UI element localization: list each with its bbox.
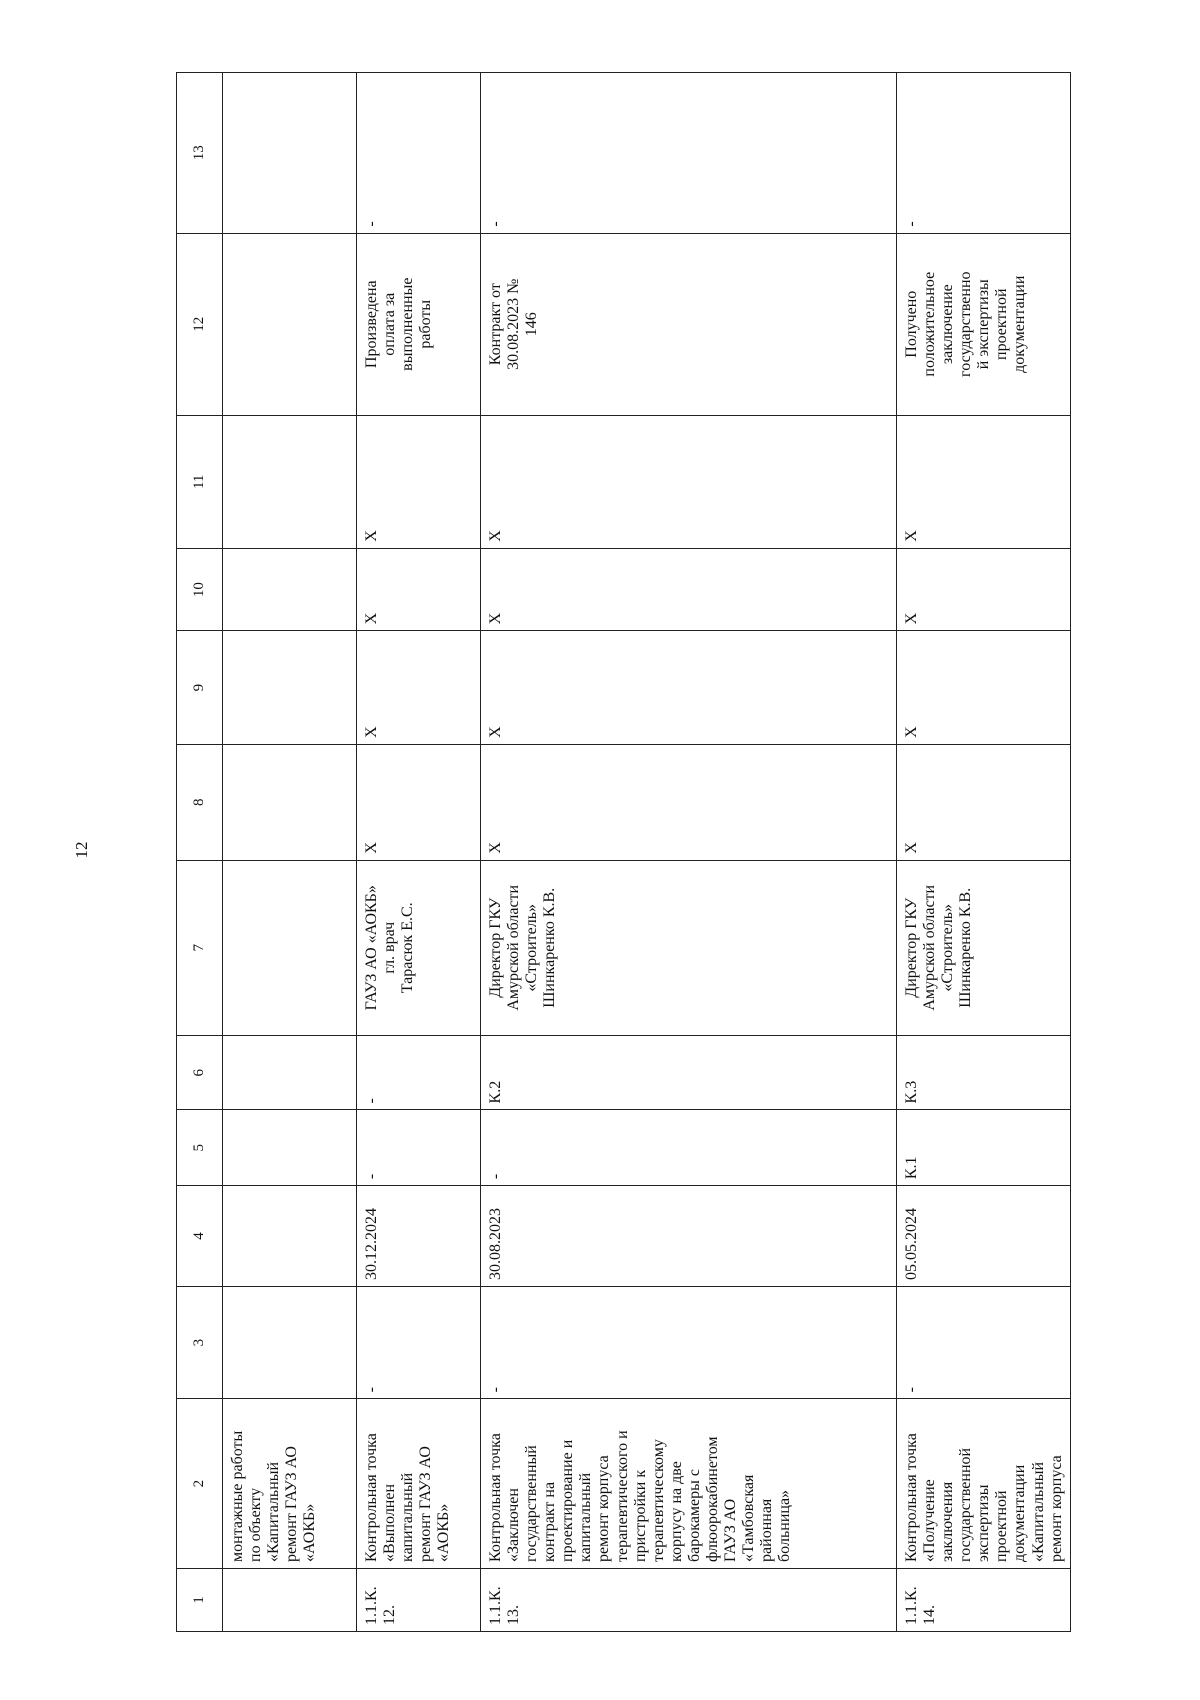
table-cell: Х xyxy=(357,631,481,744)
table-cell: Х xyxy=(897,744,1071,860)
header-cell: 2 xyxy=(177,1399,223,1569)
table-cell: - xyxy=(481,1286,897,1398)
table-cell: Х xyxy=(357,548,481,631)
row-number-cell: 1.1.К. 14. xyxy=(897,1568,1071,1631)
header-row xyxy=(177,73,223,1632)
page-number: 12 xyxy=(72,841,91,859)
table-cell: Х xyxy=(357,415,481,548)
header-cell: 6 xyxy=(177,1035,223,1110)
table-cell: К.2 xyxy=(481,1035,897,1110)
table-cell xyxy=(223,1035,357,1110)
table-row xyxy=(357,73,481,1632)
table-cell: - xyxy=(357,1286,481,1398)
header-cell: 1 xyxy=(177,1568,223,1631)
table-cell xyxy=(223,631,357,744)
date-cell: 05.05.2024 xyxy=(897,1186,1071,1287)
table-cell: - xyxy=(357,73,481,234)
event-name-cell: монтажные работы по объекту «Капитальный ремонт ГАУЗ АО «АОКБ» xyxy=(223,1399,357,1569)
table-cell: Х xyxy=(897,631,1071,744)
table-cell xyxy=(223,548,357,631)
result-cell xyxy=(223,233,357,415)
header-cell: 5 xyxy=(177,1110,223,1186)
table-cell: Х xyxy=(481,744,897,860)
result-cell: Получено положительное заключение государственно й экспертизы проектной документации xyxy=(897,233,1071,415)
event-name-cell: Контрольная точка «Заключен государственный контракт на проектирование и капитальный ремонт корпуса терапевтического и пристройки к терапевтическому корпусу на две барокамеры с флюорокабинетом ГАУЗ АО «Тамбовская районная больница» xyxy=(481,1399,897,1569)
table-cell: - xyxy=(897,73,1071,234)
responsible-cell: Директор ГКУ Амурской области «Строитель» Шинкаренко К.В. xyxy=(897,860,1071,1035)
table-cell: К.1 xyxy=(897,1110,1071,1186)
table-cell: - xyxy=(481,1110,897,1186)
responsible-cell: ГАУЗ АО «АОКБ» гл. врач Тарасюк Е.С. xyxy=(357,860,481,1035)
table-cell: - xyxy=(481,73,897,234)
table-cell: Х xyxy=(481,631,897,744)
responsible-cell: Директор ГКУ Амурской области «Строитель» Шинкаренко К.В. xyxy=(481,860,897,1035)
table-cell xyxy=(223,744,357,860)
header-cell: 12 xyxy=(177,233,223,415)
header-cell: 9 xyxy=(177,631,223,744)
table-cell xyxy=(223,1110,357,1186)
row-number-cell: 1.1.К. 13. xyxy=(481,1568,897,1631)
table-cell: Х xyxy=(481,548,897,631)
table-row xyxy=(897,73,1071,1632)
table-cell xyxy=(223,73,357,234)
table-cell: Х xyxy=(357,744,481,860)
row-number-cell: 1.1.К. 12. xyxy=(357,1568,481,1631)
header-cell: 13 xyxy=(177,73,223,234)
date-cell: 30.08.2023 xyxy=(481,1186,897,1287)
table-cell: - xyxy=(357,1110,481,1186)
table-row xyxy=(481,73,897,1632)
table-cell xyxy=(223,1286,357,1398)
table-cell: Х xyxy=(481,415,897,548)
table-cell xyxy=(223,415,357,548)
header-cell: 11 xyxy=(177,415,223,548)
table-cell: - xyxy=(357,1035,481,1110)
header-cell: 4 xyxy=(177,1186,223,1287)
result-cell: Контракт от 30.08.2023 № 146 xyxy=(481,233,897,415)
header-cell: 7 xyxy=(177,860,223,1035)
header-cell: 10 xyxy=(177,548,223,631)
row-number-cell xyxy=(223,1568,357,1631)
rotated-table-wrapper xyxy=(176,72,1065,1632)
event-name-cell: Контрольная точка «Выполнен капитальный ремонт ГАУЗ АО «АОКБ» xyxy=(357,1399,481,1569)
control-points-table xyxy=(176,72,1071,1632)
table-cell: Х xyxy=(897,548,1071,631)
table-cell: Х xyxy=(897,415,1071,548)
header-cell: 3 xyxy=(177,1286,223,1398)
table-row xyxy=(223,73,357,1632)
date-cell xyxy=(223,1186,357,1287)
event-name-cell: Контрольная точка «Получение заключения государственной экспертизы проектной документации «Капитальный ремонт корпуса xyxy=(897,1399,1071,1569)
date-cell: 30.12.2024 xyxy=(357,1186,481,1287)
result-cell: Произведена оплата за выполненные работы xyxy=(357,233,481,415)
responsible-cell xyxy=(223,860,357,1035)
table-cell: К.3 xyxy=(897,1035,1071,1110)
header-cell: 8 xyxy=(177,744,223,860)
table-cell: - xyxy=(897,1286,1071,1398)
